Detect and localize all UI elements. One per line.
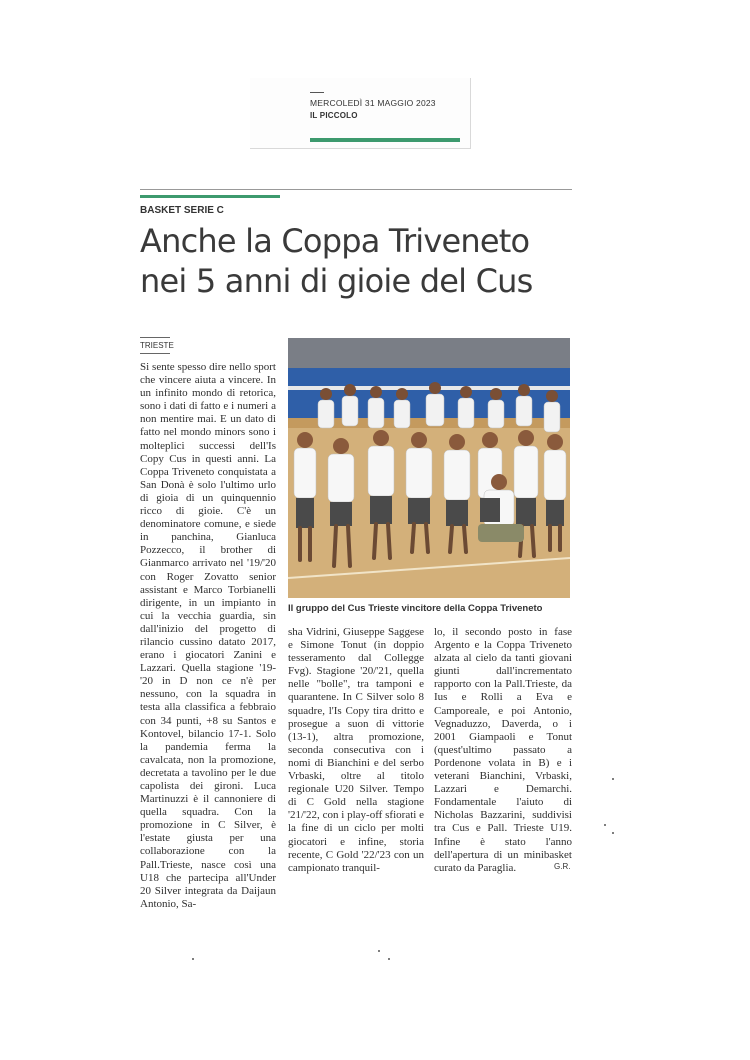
scan-speck xyxy=(378,950,380,952)
publication-name: IL PICCOLO xyxy=(310,111,358,120)
author-signature: G.R. xyxy=(554,862,571,871)
accent-bar xyxy=(140,195,280,198)
divider xyxy=(310,92,324,93)
divider xyxy=(140,353,170,354)
team-photo-illustration xyxy=(288,338,570,598)
photo-caption: Il gruppo del Cus Trieste vincitore della Coppa Triveneto xyxy=(288,603,543,614)
headline-line: nei 5 anni di gioie del Cus xyxy=(140,262,533,300)
scan-speck xyxy=(192,958,194,960)
divider xyxy=(140,189,572,190)
headline-line: Anche la Coppa Triveneto xyxy=(140,222,530,260)
team-photo xyxy=(288,338,570,598)
article-column: Si sente spesso dire nello sport che vincere aiuta a vincere. In un infinito mondo di retorica, sono i dati di fatto e i numeri a non mentire mai. E un dato di fatto nel mondo minors sono i molteplici successi dell'Is Copy Cus in questi anni. La Coppa Triveneto conquistata a San Donà è solo l'ultimo urlo di gioia di un quinquennio ricco di gioie. C'è un denominatore comune, e siede in panchina, Gianluca Pozzecco, il brother di Gianmarco arrivato nel '19/'20 con Roger Zovatto senior assistant e Marco Torbianelli dirigente, in un impianto in cui la vecchia guardia, sin dall'inizio del progetto di rilancio cussino datato 2017, erano i giocatori Zanini e Lazzari. Quella stagione '19-'20 in D non ce n'è per nessuno, con la squadra in testa alla classifica a febbraio con 34 punti, +8 su Santos e Kontovel, bilancio 17-1. Solo la pandemia ferma la cavalcata, non la promozione, decretata a tavolino per le due capolista dei gironi. Luca Martinuzzi è il cannoniere di quella squadra. Con la promozione in C Silver, è l'estate giusta per una collaborazione con la Pall.Trieste, nasce così una U18 che partecipa all'Under 20 Silver integrata da Daijaun Antonio, Sa- xyxy=(140,361,276,910)
scan-speck xyxy=(612,778,614,780)
scan-speck xyxy=(612,832,614,834)
scan-speck xyxy=(604,824,606,826)
divider xyxy=(140,337,170,338)
dateline: TRIESTE xyxy=(140,341,174,350)
article-column: lo, il secondo posto in fase Argento e la Coppa Triveneto alzata al cielo da tanti giovani giunti dall'incrementato rapporto con la Pall.Trieste, da Ius e Rolli a Eva e Camporeale, e poi Antonio, Vegnaduzzo, Daverda, o i 2001 Giampaoli e Tonut (quest'ultimo passato a Pordenone volata in B) e i veterani Bianchini, Vrbaski, Lazzari e Demarchi. Fondamentale l'aiuto di Nicholas Bazzarini, suddivisi tra Cus e Pall. Trieste U19. Infine è stato l'anno dell'apertura di un minibasket curato da Paraglia. xyxy=(434,626,572,874)
headline xyxy=(140,221,572,301)
article-column: sha Vidrini, Giuseppe Saggese e Simone Tonut (in doppio tesseramento dal Collegge Fvg). Stagione '20/'21, quella nelle "bolle", tra tamponi e quarantene. In C Silver solo 8 squadre, l'Is Copy tira dritto e prosegue a suon di vittorie (13-1), altra promozione, seconda consecutiva con i nomi di Bianchini e del serbo Vrbaski, oltre al titolo regionale U20 Silver. Tempo di C Gold nella stagione '21/'22, con i play-off sfiorati e la fine di un ciclo per molti giocatori e infine, storia recente, C Gold '22/'23 con un campionato tranquil- xyxy=(288,626,424,874)
accent-bar xyxy=(310,138,460,142)
clipping-header xyxy=(250,78,471,149)
kicker: BASKET SERIE C xyxy=(140,205,224,216)
scan-speck xyxy=(388,958,390,960)
publication-date: MERCOLEDÌ 31 MAGGIO 2023 xyxy=(310,98,436,108)
